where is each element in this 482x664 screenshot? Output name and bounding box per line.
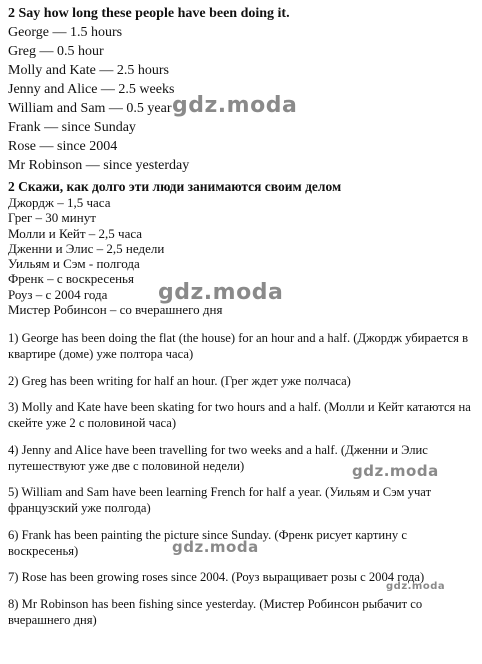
task-line: Rose — since 2004	[8, 139, 118, 154]
task-line: Mr Robinson — since yesterday	[8, 158, 190, 173]
translation-line: Грег – 30 минут	[8, 210, 96, 226]
task-line: Jenny and Alice — 2.5 weeks	[8, 82, 175, 97]
translation-line: Джордж – 1,5 часа	[8, 195, 111, 210]
english-task-heading: 2 Say how long these people have been doing it.	[8, 6, 290, 21]
answer-item: 4) Jenny and Alice have been travelling for two weeks and a half. (Дженни и Элис путешествуют уже две с половиной недели)	[8, 442, 428, 473]
translation-line: Дженни и Элис – 2,5 недели	[8, 240, 165, 256]
answer-item: 6) Frank has been painting the picture since Sunday. (Френк рисует картину с воскресенья)	[8, 527, 407, 558]
task-line: William and Sam — 0.5 year	[8, 101, 172, 116]
translation-line: Роуз – с 2004 года	[8, 286, 108, 302]
watermark: gdz.moda	[352, 462, 439, 480]
translation-line: Уильям и Сэм - полгода	[8, 256, 140, 272]
translation-line: Френк – с воскресенья	[8, 271, 134, 287]
translation-line: Молли и Кейт – 2,5 часа	[8, 225, 143, 241]
watermark: gdz.moda	[386, 581, 446, 592]
task-line: George — 1.5 hours	[8, 25, 123, 40]
watermark: gdz.moda	[172, 93, 298, 118]
russian-task-heading: 2 Скажи, как долго эти люди занимаются своим делом	[8, 179, 342, 194]
answer-item: 3) Molly and Kate have been skating for two hours and a half. (Молли и Кейт катаются на скейте уже 2 с половиной часа)	[8, 400, 471, 430]
watermark: gdz.moda	[158, 280, 284, 305]
answer-item: 2) Greg has been writing for half an hour. (Грег ждет уже полчаса)	[8, 373, 351, 388]
english-task-section	[8, 4, 474, 175]
translation-line: Мистер Робинсон – со вчерашнего дня	[8, 302, 223, 318]
answer-item: 7) Rose has been growing roses since 2004. (Роуз выращивает розы с 2004 года)	[8, 570, 425, 584]
answer-item: 8) Mr Robinson has been fishing since yesterday. (Мистер Робинсон рыбачит со вчерашнего дня)	[8, 596, 423, 627]
answer-item: 5) William and Sam have been learning French for half a year. (Уильям и Сэм учат французский уже полгода)	[8, 485, 432, 515]
task-line: Molly and Kate — 2.5 hours	[8, 63, 169, 78]
task-line: Greg — 0.5 hour	[8, 44, 104, 59]
answer-item: 1) George has been doing the flat (the house) for an hour and a half. (Джордж убирается в квартире (доме) уже полтора часа)	[8, 331, 469, 361]
watermark: gdz.moda	[172, 538, 259, 556]
task-line: Frank — since Sunday	[8, 120, 136, 135]
